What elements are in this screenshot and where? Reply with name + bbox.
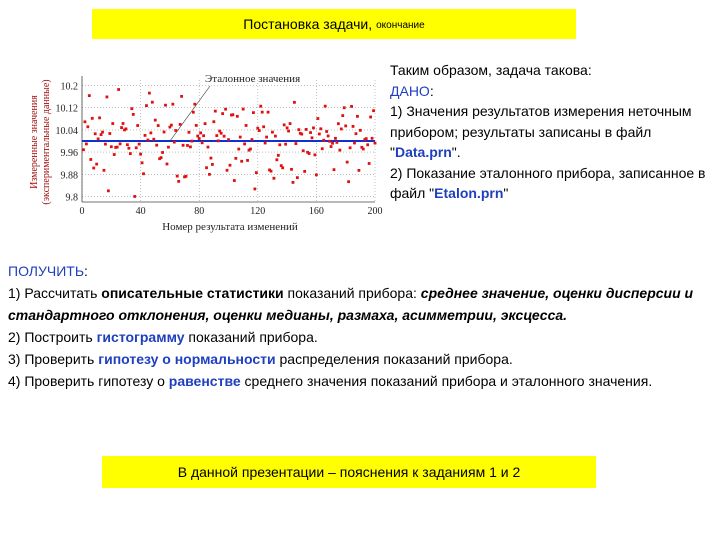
data-point	[325, 130, 328, 133]
data-point	[173, 141, 176, 144]
data-point	[256, 127, 259, 130]
data-point	[227, 138, 230, 141]
data-point	[202, 134, 205, 137]
data-point	[167, 146, 170, 149]
y-tick-label: 9.96	[60, 148, 78, 160]
x-tick-label: 200	[367, 206, 383, 217]
task-item-2-a: 2) Построить	[8, 329, 97, 345]
data-point	[138, 143, 141, 146]
data-point	[242, 108, 245, 111]
data-point	[283, 123, 286, 126]
data-point	[91, 117, 94, 120]
given-item-1-end: ".	[451, 144, 461, 160]
data-point	[110, 145, 113, 148]
data-point	[371, 137, 374, 140]
data-point	[148, 92, 151, 95]
slide-title: Постановка задачи,	[243, 16, 373, 32]
data-point	[293, 101, 296, 104]
data-point	[347, 180, 350, 183]
data-point	[85, 143, 88, 146]
data-point	[107, 189, 110, 192]
data-point	[343, 106, 346, 109]
footer-note: В данной презентации – пояснения к заданиям 1 и 2	[177, 464, 521, 480]
data-point	[147, 139, 150, 142]
data-point	[103, 169, 106, 172]
task-item-3-a: 3) Проверить	[8, 351, 99, 367]
data-point	[336, 141, 339, 144]
data-point	[369, 116, 372, 119]
data-point	[239, 136, 242, 139]
data-point	[151, 101, 154, 104]
data-point	[234, 157, 237, 160]
data-point	[229, 164, 232, 167]
data-point	[289, 122, 292, 125]
data-point	[132, 113, 135, 116]
data-point	[303, 170, 306, 173]
task-item-2-c: показаний прибора.	[184, 329, 318, 345]
data-point	[287, 130, 290, 133]
y-tick-label: 10.12	[55, 103, 78, 115]
data-point	[305, 128, 308, 131]
data-point	[281, 166, 284, 169]
x-axis-label: Номер результата изменений	[162, 221, 298, 233]
data-point	[189, 145, 192, 148]
data-point	[346, 161, 349, 164]
given-label: ДАНО	[390, 82, 430, 99]
slide-subtitle: окончание	[376, 20, 425, 31]
data-point	[308, 152, 311, 155]
data-point	[122, 122, 125, 125]
scatter-chart	[20, 52, 385, 237]
data-point	[95, 163, 98, 166]
data-point	[113, 153, 116, 156]
data-point	[152, 138, 155, 141]
task-item-2	[8, 326, 714, 348]
data-point	[322, 139, 325, 142]
data-point	[163, 131, 166, 134]
data-point	[176, 175, 179, 178]
data-point	[155, 144, 158, 147]
data-point	[252, 111, 255, 114]
data-point	[192, 111, 195, 114]
task-colon: :	[84, 263, 88, 279]
data-point	[214, 110, 217, 113]
data-point	[292, 181, 295, 184]
data-point	[86, 125, 89, 128]
y-tick-label: 9.8	[65, 192, 78, 204]
data-point	[372, 109, 375, 112]
x-tick-label: 120	[250, 206, 266, 217]
data-point	[249, 148, 252, 151]
data-point	[127, 147, 130, 150]
data-point	[296, 176, 299, 179]
task-item-1-b: описательные статистики	[101, 285, 284, 301]
y-tick-label: 10.2	[60, 81, 78, 93]
task-item-1-c: показаний прибора:	[283, 285, 421, 301]
data-point	[145, 104, 148, 107]
reference-annotation: Эталонное значения	[205, 73, 301, 85]
y-tick-label: 10.04	[55, 125, 78, 137]
given-item-2	[390, 163, 710, 204]
data-point	[356, 115, 359, 118]
data-point	[350, 105, 353, 108]
task-item-1-a: 1) Рассчитать	[8, 285, 102, 301]
data-point	[89, 158, 92, 161]
data-point	[267, 111, 270, 114]
data-point	[224, 108, 227, 111]
data-point	[210, 157, 213, 160]
data-point	[328, 140, 331, 143]
data-point	[199, 132, 202, 135]
data-point	[135, 146, 138, 149]
data-point	[177, 180, 180, 183]
data-point	[278, 143, 281, 146]
data-point	[221, 112, 224, 115]
data-point	[246, 159, 249, 162]
data-point	[327, 135, 330, 138]
data-point	[316, 117, 319, 120]
data-point	[106, 96, 109, 99]
task-item-1-d: среднее значение, оценки дисперсии и стандартного отклонения, оценки медианы, размаха, асимметрии, эксцесса.	[8, 285, 694, 323]
data-point	[82, 148, 85, 151]
data-point	[161, 151, 164, 154]
data-point	[129, 152, 132, 155]
data-point	[164, 104, 167, 107]
data-point	[300, 133, 303, 136]
data-point	[374, 142, 377, 145]
data-point	[179, 123, 182, 126]
data-point	[116, 146, 119, 149]
data-point	[142, 172, 145, 175]
data-point	[243, 143, 246, 146]
data-point	[160, 156, 163, 159]
data-point	[174, 129, 177, 132]
data-point	[334, 137, 337, 140]
data-point	[98, 116, 101, 119]
task-item-4-b: равенстве	[168, 373, 241, 389]
data-point	[359, 129, 362, 132]
data-point	[312, 126, 315, 129]
data-point	[196, 135, 199, 138]
data-point	[240, 160, 243, 163]
data-point	[337, 122, 340, 125]
x-tick-label: 80	[194, 206, 205, 217]
task-item-4-c: среднего значения показаний прибора и эталонного значения.	[240, 373, 653, 389]
data-point	[133, 195, 136, 198]
given-colon: :	[429, 82, 434, 99]
data-point	[217, 139, 220, 142]
given-block	[390, 60, 710, 204]
data-point	[237, 148, 240, 151]
data-point	[245, 124, 248, 127]
data-point	[97, 138, 100, 141]
data-point	[84, 120, 87, 123]
data-point	[349, 146, 352, 149]
data-point	[284, 143, 287, 146]
data-point	[333, 168, 336, 171]
data-point	[170, 124, 173, 127]
data-point	[264, 142, 267, 145]
task-item-3-b: гипотезу о нормальности	[98, 351, 276, 367]
data-point	[211, 163, 214, 166]
data-point	[274, 135, 277, 138]
data-point	[236, 115, 239, 118]
task-heading	[8, 260, 714, 282]
data-point	[149, 132, 152, 135]
data-point	[171, 103, 174, 106]
data-point	[104, 143, 107, 146]
data-point	[126, 143, 129, 146]
data-point	[311, 136, 314, 139]
data-point	[88, 94, 91, 97]
data-point	[314, 153, 317, 156]
data-point	[188, 131, 191, 134]
x-tick-label: 40	[135, 206, 146, 217]
data-point	[331, 142, 334, 145]
data-point	[341, 114, 344, 117]
data-point	[355, 132, 358, 135]
data-point	[297, 128, 300, 131]
data-point	[141, 161, 144, 164]
data-point	[180, 95, 183, 98]
data-point	[261, 111, 264, 114]
data-point	[220, 132, 223, 135]
task-item-3	[8, 348, 714, 370]
data-point	[255, 171, 258, 174]
data-point	[352, 125, 355, 128]
data-point	[100, 133, 103, 136]
data-point	[190, 140, 193, 143]
data-point	[362, 148, 365, 151]
title-banner	[92, 9, 576, 39]
data-point	[119, 142, 122, 145]
data-point	[166, 163, 169, 166]
given-item-2-text: 2) Показание эталонного прибора, записанное в файл "	[390, 164, 706, 201]
data-point	[353, 142, 356, 145]
data-point	[186, 144, 189, 147]
data-point	[193, 103, 196, 106]
y-tick-label: 9.88	[60, 170, 78, 182]
data-point	[136, 124, 139, 127]
data-point	[273, 177, 276, 180]
data-point	[309, 131, 312, 134]
data-point	[117, 88, 120, 91]
task-item-4	[8, 370, 714, 392]
data-point	[330, 145, 333, 148]
data-point	[125, 127, 128, 130]
data-point	[259, 105, 262, 108]
data-point	[262, 125, 265, 128]
data-point	[144, 134, 147, 137]
data-point	[368, 162, 371, 165]
data-point	[101, 131, 104, 134]
data-point	[226, 169, 229, 172]
data-point	[265, 136, 268, 139]
data-point	[338, 149, 341, 152]
data-point	[208, 173, 211, 176]
data-point	[94, 132, 97, 135]
data-file-name: Data.prn	[394, 144, 452, 160]
data-point	[204, 122, 207, 125]
data-point	[130, 107, 133, 110]
footer-banner	[102, 456, 596, 488]
data-point	[275, 158, 278, 161]
data-point	[120, 126, 123, 129]
data-point	[201, 141, 204, 144]
data-point	[231, 113, 234, 116]
data-point	[253, 188, 256, 191]
data-point	[182, 144, 185, 147]
given-item-1-text: 1) Значения результатов измерения неточным прибором; результаты записаны в файл "	[390, 103, 692, 160]
data-point	[233, 179, 236, 182]
data-point	[290, 168, 293, 171]
data-point	[302, 149, 305, 152]
data-point	[195, 124, 198, 127]
data-point	[198, 137, 201, 140]
data-point	[318, 133, 321, 136]
task-item-3-c: распределения показаний прибора.	[275, 351, 513, 367]
x-tick-label: 0	[79, 206, 85, 217]
data-point	[357, 169, 360, 172]
data-point	[92, 167, 95, 170]
data-point	[271, 131, 274, 134]
data-point	[344, 125, 347, 128]
given-intro: Таким образом, задача такова:	[390, 62, 592, 78]
data-point	[108, 132, 111, 135]
task-item-4-a: 4) Проверить гипотезу о	[8, 373, 169, 389]
data-point	[205, 166, 208, 169]
task-item-1	[8, 282, 714, 326]
data-point	[270, 170, 273, 173]
data-point	[154, 119, 157, 122]
data-point	[258, 129, 261, 132]
data-point	[315, 173, 318, 176]
data-point	[157, 124, 160, 127]
x-tick-label: 160	[308, 206, 324, 217]
data-point	[294, 142, 297, 145]
given-item-2-end: "	[503, 185, 509, 201]
data-point	[185, 175, 188, 178]
data-point	[366, 143, 369, 146]
data-point	[212, 120, 215, 123]
etalon-file-name: Etalon.prn	[434, 185, 504, 201]
data-point	[365, 137, 368, 140]
data-point	[251, 138, 254, 141]
data-point	[277, 154, 280, 157]
data-point	[139, 153, 142, 156]
given-item-1	[390, 101, 710, 163]
y-axis-label-2: (экспериментальные данные)	[41, 79, 52, 205]
data-point	[207, 146, 210, 149]
data-point	[286, 126, 289, 129]
data-point	[319, 127, 322, 130]
given-heading	[390, 81, 710, 102]
data-point	[215, 134, 218, 137]
y-axis-label: Измеренные значения	[29, 95, 40, 189]
task-block	[8, 260, 714, 392]
task-label: ПОЛУЧИТЬ	[8, 263, 85, 279]
data-point	[340, 128, 343, 131]
data-point	[223, 135, 226, 138]
data-point	[111, 122, 114, 125]
task-item-2-b: гистограмму	[96, 329, 185, 345]
data-point	[324, 105, 327, 108]
data-point	[321, 147, 324, 150]
